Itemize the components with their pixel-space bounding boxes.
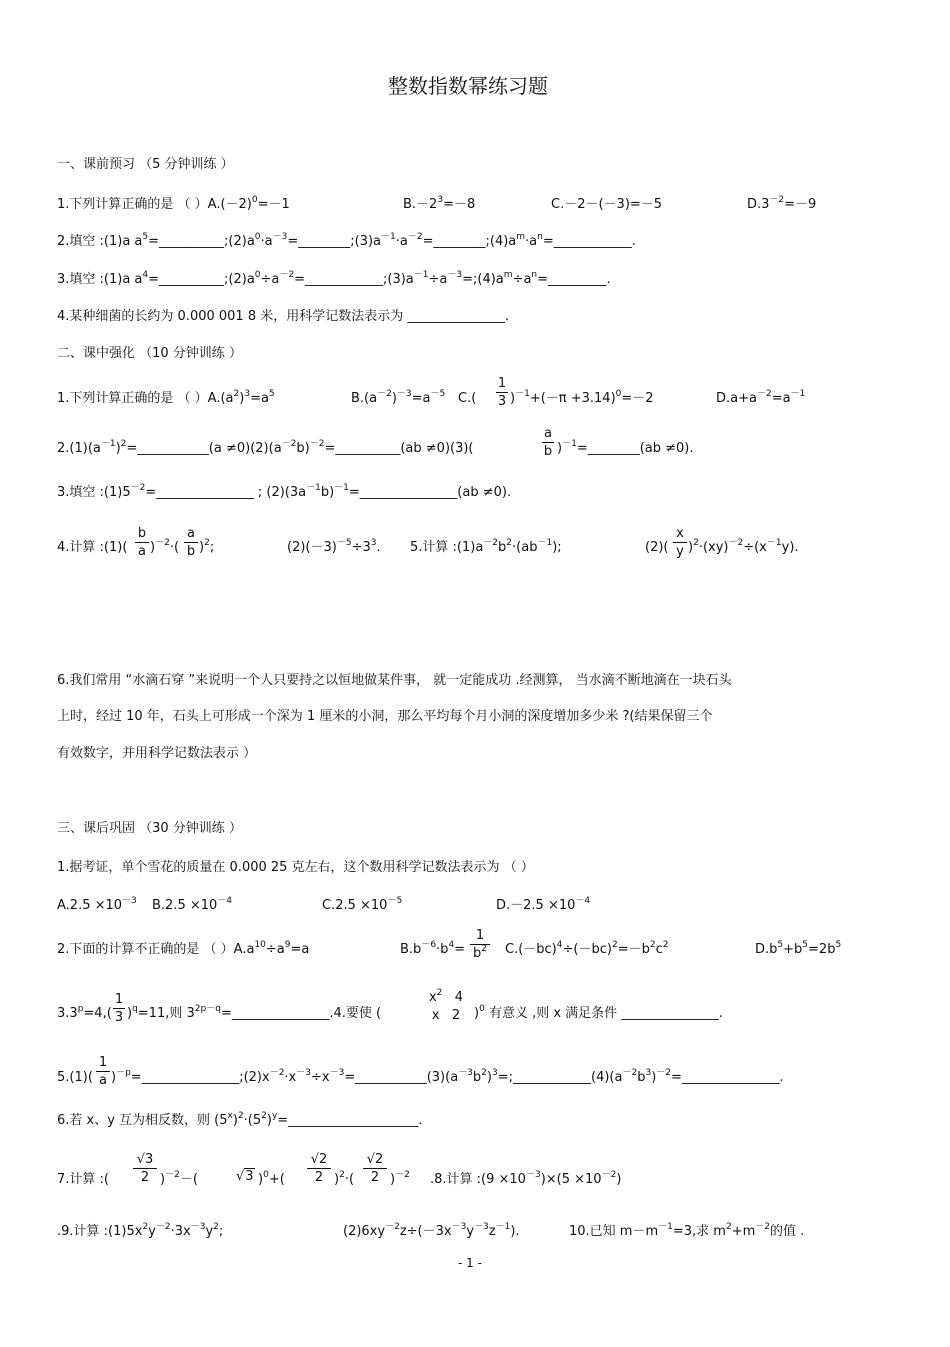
s1-question-2: 2.填空 :(1)a $a^5=\_\_\_\_\_\_\_\_\_\_;(2)a^0\cdot a^{-3}=\_\_\_\_\_\_\_\_;(3)a^{-1}\cdot a^{-2}=\_\_\_\_\_\_\_\_;(4)a^m\cdot a^n=\_\_\_\_\_\_\_\_\_\_\_\_$. bbox=[57, 232, 636, 249]
s2-question-3: 3.填空 $:(1)5^{-2}=\_\_\_\_\_\_\_\_\_\_\_\_\_\_\_$ ; $(2)(3a^{-1}b)^{-1}=\_\_\_\_\_\_\_\_\_\_\_\_\_\_\_(ab \ne 0)$. bbox=[57, 483, 512, 500]
page-title: 整数指数幂练习题 bbox=[388, 74, 548, 98]
section-heading-2: 二、课中强化 （10 分钟训练 ） bbox=[57, 346, 242, 361]
s2-question-6-line-1: 6.我们常用 “水滴石穿 ”来说明一个人只要持之以恒地做某件事， 就一定能成功 .经测算， 当水滴不断地滴在一块石头 bbox=[57, 673, 732, 688]
s1-question-4: 4.某种细菌的长约为 0.000 001 8 米，用科学记数法表示为 _______________. bbox=[57, 309, 509, 324]
s2-question-6-line-2: 上时，经过 10 年，石头上可形成一个深为 1 厘米的小洞，那么平均每个月小洞的深度增加多少米 ?(结果保留三个 bbox=[57, 709, 713, 724]
section-heading-1: 一、课前预习 （5 分钟训练 ） bbox=[57, 157, 234, 172]
s1-question-3: 3.填空 :(1)a $a^4=\_\_\_\_\_\_\_\_\_\_;(2)a^0\div a^{-2}=\_\_\_\_\_\_\_\_\_\_\_\_;(3)a^{-1}\div a^{-3}=;(4)a^m\div a^n=\_\_\_\_\_\_\_\_\_$. bbox=[57, 270, 611, 287]
section-heading-3: 三、课后巩固 （30 分钟训练 ） bbox=[57, 821, 242, 836]
page-number: - 1 - bbox=[458, 1256, 482, 1270]
s3-question-1: 1.据考证，单个雪花的质量在 0.000 25 克左右，这个数用科学记数法表示为 （ ） bbox=[57, 860, 534, 875]
s3-question-6: 6.若 x、y 互为相反数，则 $(5^x)^2\cdot(5^2)^y=\_\_\_\_\_\_\_\_\_\_\_\_\_\_\_\_\_\_\_\_$. bbox=[57, 1111, 423, 1128]
s2-question-6-line-3: 有效数字，并用科学记数法表示 ） bbox=[57, 746, 257, 761]
